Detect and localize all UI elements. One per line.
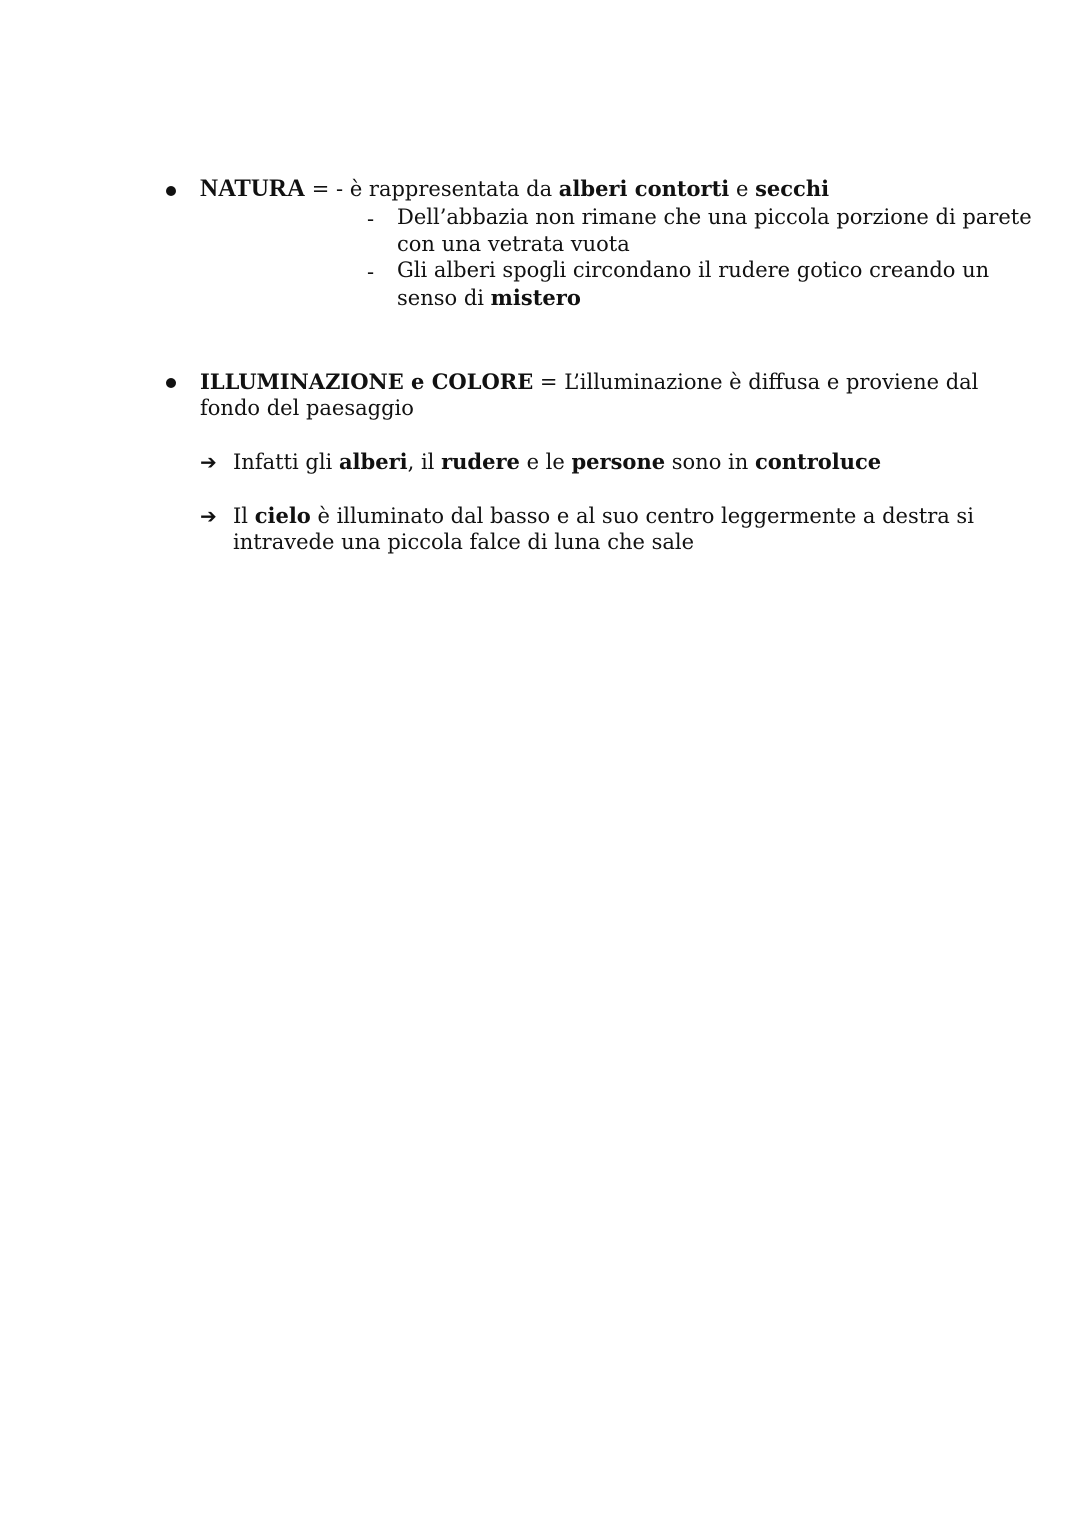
arrow-1-bold: controluce [754, 449, 882, 474]
illuminazione-heading-line [200, 368, 978, 396]
natura-intro-bold1: alberi contorti [558, 176, 730, 201]
arrow-item-1 [233, 448, 881, 476]
natura-eq: = - [305, 177, 350, 201]
arrow-1-bold: rudere [441, 449, 520, 474]
arrow-1-bold: alberi [338, 449, 408, 474]
natura-item-2-line1: Gli alberi spogli circondano il rudere gotico creando un [397, 258, 990, 282]
arrow-item-2-line1 [233, 502, 974, 530]
arrow-2-bold: cielo [254, 503, 311, 528]
dash-marker: - [367, 207, 375, 231]
illuminazione-text-line1: L’illuminazione è diffusa e proviene dal [564, 370, 979, 394]
natura-item-2-line2 [397, 284, 581, 312]
bullet-icon [166, 186, 176, 196]
natura-intro-pre: è rappresentata da [349, 177, 559, 201]
arrow-item-2-line2: intravede una piccola falce di luna che sale [233, 530, 695, 554]
bullet-icon [166, 378, 176, 388]
natura-heading: NATURA [200, 175, 306, 202]
arrow-1-text: , il [407, 450, 442, 474]
arrow-right-icon: ➔ [200, 450, 217, 474]
natura-heading-line [200, 175, 829, 203]
arrow-2-text: Il [233, 504, 255, 528]
natura-intro-bold2: secchi [755, 176, 830, 201]
arrow-right-icon: ➔ [200, 504, 217, 528]
arrow-1-text: e le [519, 450, 572, 474]
natura-item-2-bold: mistero [490, 285, 581, 310]
natura-intro-mid: e [729, 177, 756, 201]
natura-item-1-line2: con una vetrata vuota [397, 232, 630, 256]
illuminazione-heading: ILLUMINAZIONE e COLORE [200, 369, 534, 394]
arrow-1-bold: persone [571, 449, 666, 474]
illuminazione-text-line2: fondo del paesaggio [200, 396, 414, 420]
illuminazione-eq: = [533, 370, 565, 394]
arrow-1-text: sono in [665, 450, 755, 474]
dash-marker: - [367, 260, 375, 284]
arrow-2-text: è illuminato dal basso e al suo centro leggermente a destra si [310, 504, 974, 528]
natura-item-1-line1: Dell’abbazia non rimane che una piccola porzione di parete [397, 205, 1032, 229]
natura-item-2-pre: senso di [397, 286, 491, 310]
arrow-1-text: Infatti gli [233, 450, 339, 474]
